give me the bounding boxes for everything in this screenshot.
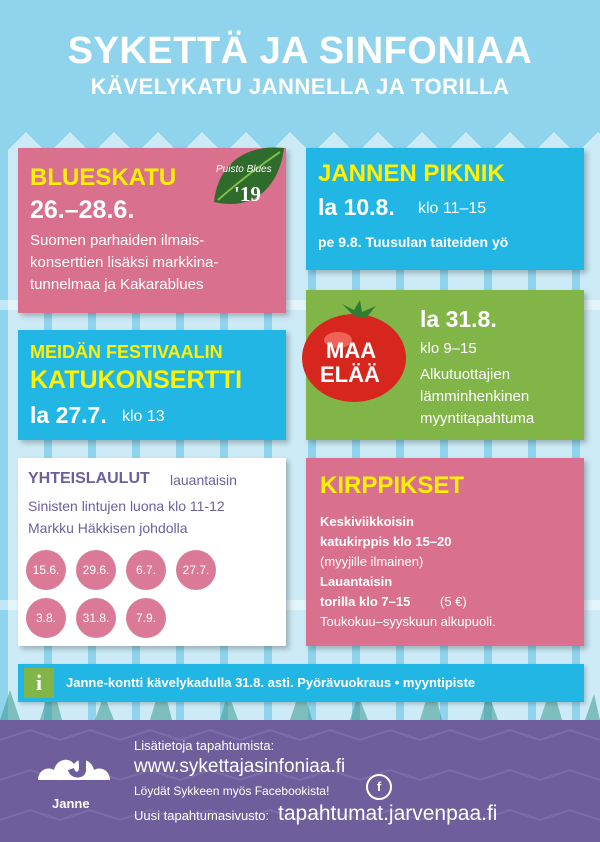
kirppikset-line-5-price: (5 €): [440, 594, 467, 609]
maaelaa-date: la 31.8.: [420, 306, 497, 332]
facebook-icon-glyph: f: [376, 779, 382, 794]
yhteislaulut-heading-suffix: lauantaisin: [170, 472, 237, 488]
yhteislaulut-card: [18, 458, 286, 646]
maaelaa-logo-line-1: MAA: [326, 338, 377, 363]
janne-logo-icon: [34, 740, 114, 790]
date-circle: 29.6.: [76, 550, 116, 590]
info-text: Janne-kontti kävelykadulla 31.8. asti. Pyörävuokraus • myyntipiste: [66, 675, 476, 690]
katukonsertti-time: klo 13: [122, 408, 165, 425]
date-circle: 7.9.: [126, 598, 166, 638]
footer-facebook: Löydät Sykkeen myös Facebookista!: [134, 784, 330, 798]
puistoblues-year: '19: [234, 182, 261, 206]
facebook-icon[interactable]: [366, 774, 392, 800]
leaf-icon: [208, 142, 290, 220]
piknik-card: [306, 148, 584, 270]
piknik-time: klo 11–15: [418, 200, 487, 217]
maaelaa-tomato-logo: [298, 296, 410, 408]
blueskatu-heading: BLUESKATU: [30, 164, 177, 191]
blueskatu-desc-line-3: tunnelmaa ja Kakarablues: [30, 276, 204, 293]
kirppikset-card: [306, 458, 584, 646]
kirppikset-line-5: torilla klo 7–15: [320, 594, 411, 609]
date-circle: 27.7.: [176, 550, 216, 590]
blueskatu-desc-line-1: Suomen parhaiden ilmais-: [30, 232, 205, 249]
piknik-extra: pe 9.8. Tuusulan taiteiden yö: [318, 234, 509, 250]
maaelaa-desc-line-2: lämminhenkinen: [420, 388, 530, 405]
yhteislaulut-line-2: Markku Häkkisen johdolla: [28, 520, 188, 536]
katukonsertti-line-1: MEIDÄN FESTIVAALIN: [30, 342, 223, 362]
footer-site-url[interactable]: tapahtumat.jarvenpaa.fi: [278, 802, 498, 825]
katukonsertti-line-2: KATUKONSERTTI: [30, 366, 243, 394]
maaelaa-desc-line-1: Alkutuottajien: [420, 366, 511, 383]
maaelaa-time: klo 9–15: [420, 340, 477, 357]
kirppikset-line-1: Keskiviikkoisin: [320, 514, 414, 529]
kirppikset-line-6: Toukokuu–syyskuun alkupuoli.: [320, 614, 496, 629]
date-circle: 15.6.: [26, 550, 66, 590]
poster-subtitle: KÄVELYKATU JANNELLA JA TORILLA: [90, 74, 510, 99]
blueskatu-dates: 26.–28.6.: [30, 196, 135, 224]
date-circle: 3.8.: [26, 598, 66, 638]
kirppikset-heading: KIRPPIKSET: [320, 472, 465, 499]
footer-site-label: Uusi tapahtumasivusto:: [134, 808, 270, 823]
janne-logo-text: Janne: [52, 796, 90, 811]
info-icon-glyph: i: [35, 670, 43, 695]
piknik-heading: JANNEN PIKNIK: [318, 160, 505, 187]
yhteislaulut-line-1: Sinisten lintujen luona klo 11-12: [28, 498, 225, 514]
piknik-date: la 10.8.: [318, 194, 395, 220]
date-circle: 31.8.: [76, 598, 116, 638]
maaelaa-logo-line-2: ELÄÄ: [320, 362, 380, 387]
puistoblues-name: Puisto Blues: [216, 164, 272, 175]
kirppikset-line-3: (myyjille ilmainen): [320, 554, 424, 569]
poster-title: SYKETTÄ JA SINFONIAA: [67, 30, 533, 72]
katukonsertti-date: la 27.7.: [30, 402, 107, 428]
puistoblues-logo: [208, 142, 290, 220]
footer: [0, 720, 600, 842]
kirppikset-line-2: katukirppis klo 15–20: [320, 534, 452, 549]
blueskatu-desc-line-2: konserttien lisäksi markkina-: [30, 254, 219, 271]
info-icon: [24, 668, 54, 698]
footer-line-1: Lisätietoja tapahtumista:: [134, 738, 275, 753]
yhteislaulut-heading: YHTEISLAULUT: [28, 470, 150, 487]
footer-url[interactable]: www.sykettajasinfoniaa.fi: [134, 756, 346, 777]
kirppikset-line-4: Lauantaisin: [320, 574, 393, 589]
date-circle: 6.7.: [126, 550, 166, 590]
katukonsertti-card: [18, 330, 286, 440]
maaelaa-desc-line-3: myyntitapahtuma: [420, 410, 535, 427]
info-bar: [18, 664, 584, 702]
